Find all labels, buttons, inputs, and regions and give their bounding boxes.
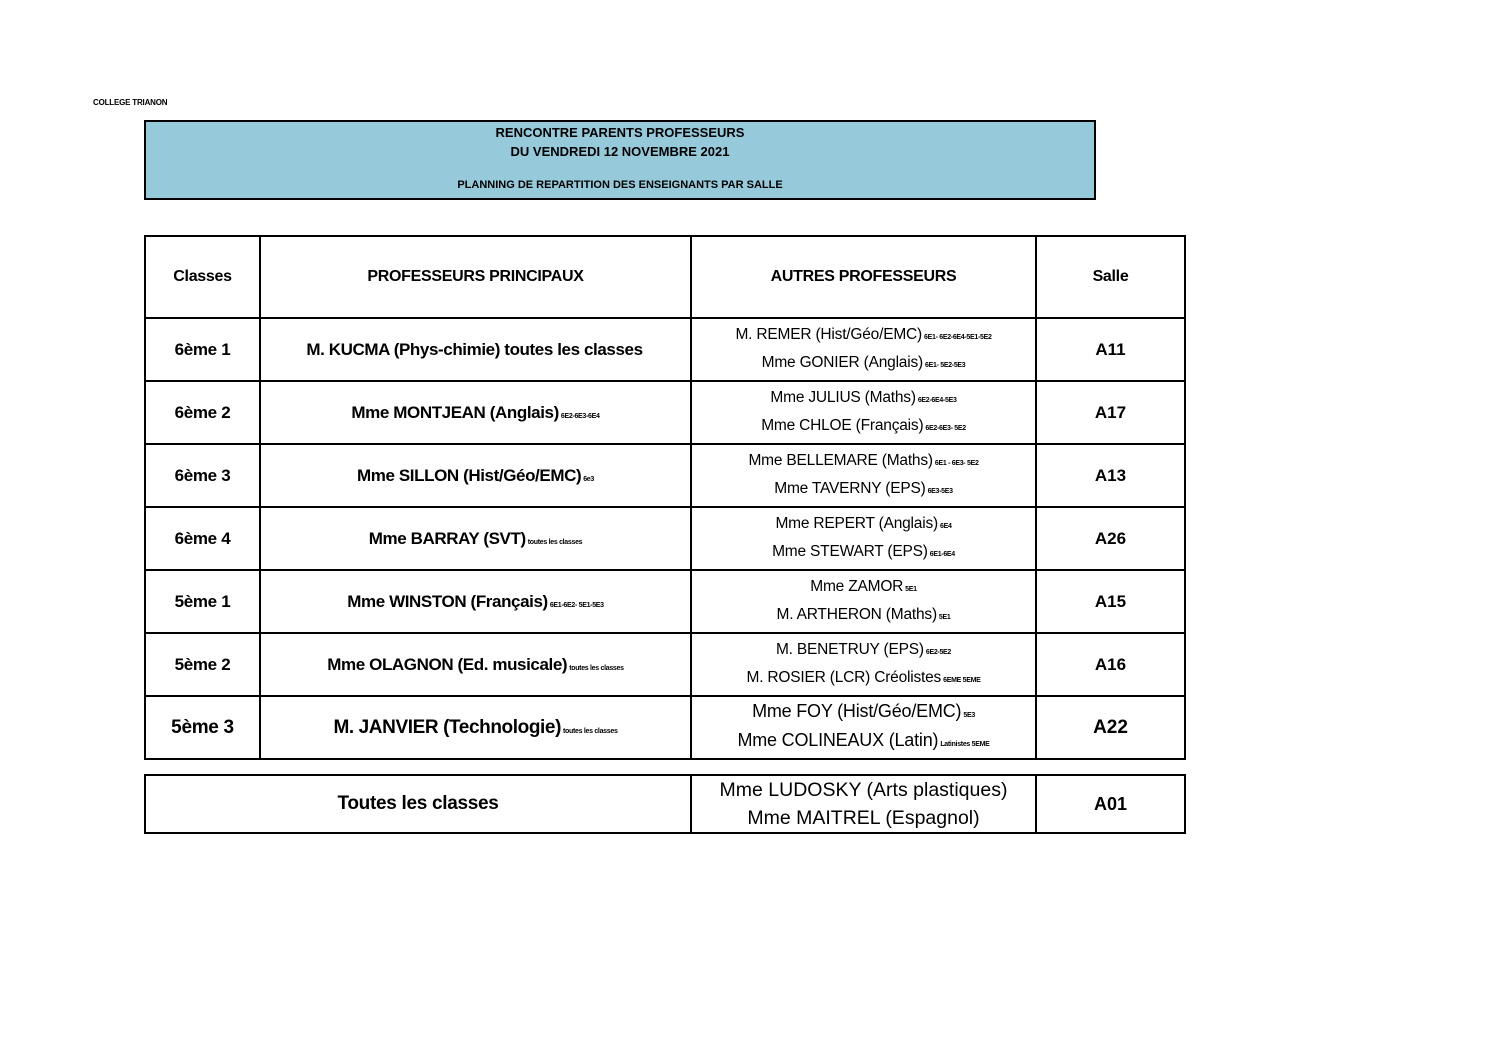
other-teacher-name: Mme BELLEMARE (Maths) (748, 451, 933, 469)
principal-teacher-name: Mme OLAGNON (Ed. musicale) (327, 654, 568, 674)
class-cell: 5ème 1 (145, 570, 260, 633)
other-teacher-name: Mme REPERT (Anglais) (775, 514, 938, 532)
other-teacher-classes: 6E3-5E3 (927, 487, 953, 495)
other-teacher-name: Mme FOY (Hist/Géo/EMC) (752, 700, 962, 721)
room-cell: A22 (1036, 696, 1185, 759)
principal-teacher-cell (260, 570, 691, 633)
other-teacher-line (692, 637, 1035, 665)
principal-teacher-cell (260, 318, 691, 381)
banner-date: DU VENDREDI 12 NOVEMBRE 2021 (510, 144, 730, 159)
room-cell: A13 (1036, 444, 1185, 507)
principal-teacher-classes: toutes les classes (527, 538, 583, 546)
other-teachers-cell (691, 696, 1036, 759)
other-teacher-name: M. ROSIER (LCR) Créolistes (746, 668, 942, 686)
room-cell: A26 (1036, 507, 1185, 570)
other-teacher-classes: 6E1 - 6E3- 5E2 (934, 459, 979, 467)
principal-teacher-classes: 6e3 (583, 475, 594, 483)
principal-teacher-name: Mme SILLON (Hist/Géo/EMC) (356, 465, 582, 485)
other-teacher-classes: 6E1-6E4 (929, 550, 955, 558)
other-teacher-classes: 5E1 (938, 613, 951, 621)
principal-teacher-cell (260, 381, 691, 444)
principal-teacher-name: M. KUCMA (Phys-chimie) toutes les classes (306, 339, 643, 359)
other-teacher-line (692, 539, 1035, 567)
other-teacher-classes: 6EME 5EME (943, 676, 981, 684)
table-row (145, 633, 1185, 696)
other-teacher-name: Mme COLINEAUX (Latin) (737, 729, 939, 750)
other-teacher-name: Mme JULIUS (Maths) (770, 388, 916, 406)
table-header-row (145, 236, 1185, 318)
principal-teacher-classes: toutes les classes (569, 664, 624, 672)
other-teacher-line (692, 574, 1035, 602)
principal-teacher-classes: 6E2-6E3-6E4 (560, 412, 600, 420)
header-salle: Salle (1036, 236, 1185, 318)
other-teacher-line (692, 322, 1035, 350)
other-teacher-classes: Latinistes 5EME (940, 740, 990, 748)
other-teacher-classes: 6E2-5E2 (925, 648, 952, 656)
table-row (145, 570, 1185, 633)
table-row (145, 318, 1185, 381)
principal-teacher-name: Mme WINSTON (Français) (347, 591, 548, 611)
principal-teacher-cell (260, 444, 691, 507)
other-teacher-line (692, 665, 1035, 693)
header-autres: AUTRES PROFESSEURS (691, 236, 1036, 318)
other-teachers-cell (691, 444, 1036, 507)
class-cell: 6ème 3 (145, 444, 260, 507)
school-name: COLLEGE TRIANON (93, 98, 168, 107)
principal-teacher-name: Mme BARRAY (SVT) (368, 528, 526, 548)
other-teacher-line (692, 476, 1035, 504)
other-teacher-classes: 5E1 (905, 585, 917, 593)
table-row (145, 381, 1185, 444)
other-teacher-line (692, 448, 1035, 476)
principal-teacher-classes: toutes les classes (563, 727, 618, 735)
other-teacher-classes: 5E3 (963, 711, 975, 719)
banner-title: RENCONTRE PARENTS PROFESSEURS (495, 125, 745, 140)
other-teacher-name: Mme TAVERNY (EPS) (774, 479, 926, 497)
other-teachers-cell (691, 318, 1036, 381)
other-teacher-name: Mme CHLOE (Français) (761, 416, 924, 434)
other-teachers-cell (691, 381, 1036, 444)
room-cell: A16 (1036, 633, 1185, 696)
other-teacher-name: M. BENETRUY (EPS) (775, 640, 924, 658)
other-teacher-name: Mme GONIER (Anglais) (761, 353, 923, 371)
all-classes-label: Toutes les classes (145, 775, 691, 833)
other-teacher-line (692, 385, 1035, 413)
other-teacher-classes: 6E2-6E4-5E3 (917, 396, 957, 404)
other-teacher-name: Mme STEWART (EPS) (772, 542, 928, 560)
room-cell: A17 (1036, 381, 1185, 444)
all-classes-row (145, 775, 1185, 833)
class-cell: 6ème 2 (145, 381, 260, 444)
principal-teacher-cell (260, 633, 691, 696)
principal-teacher-cell (260, 507, 691, 570)
room-cell: A15 (1036, 570, 1185, 633)
header-principaux: PROFESSEURS PRINCIPAUX (260, 236, 691, 318)
other-teacher-classes: 6E1- 5E2-5E3 (925, 361, 966, 369)
table-row (145, 696, 1185, 759)
room-cell: A11 (1036, 318, 1185, 381)
all-classes-table (144, 774, 1186, 834)
other-teacher-classes: 6E1- 6E2-6E4-5E1-5E2 (924, 333, 992, 341)
other-teacher-line (692, 699, 1035, 728)
banner-subtitle: PLANNING DE REPARTITION DES ENSEIGNANTS PAR SALLE (457, 179, 783, 191)
other-teacher-line (692, 728, 1035, 757)
principal-teacher-name: M. JANVIER (Technologie) (333, 716, 562, 738)
class-cell: 6ème 1 (145, 318, 260, 381)
header-classes: Classes (145, 236, 260, 318)
other-teacher-name: M. REMER (Hist/Géo/EMC) (735, 325, 923, 343)
all-classes-salle: A01 (1036, 775, 1185, 833)
other-teacher-line (692, 602, 1035, 630)
other-teacher-line (692, 350, 1035, 378)
class-cell: 6ème 4 (145, 507, 260, 570)
table-row (145, 507, 1185, 570)
class-cell: 5ème 2 (145, 633, 260, 696)
table-row (145, 444, 1185, 507)
other-teacher-classes: 6E4 (939, 522, 952, 530)
teacher-line: Mme MAITREL (Espagnol) (747, 807, 980, 829)
principal-teacher-classes: 6E1-6E2- 5E1-5E3 (549, 601, 604, 609)
teacher-line: Mme LUDOSKY (Arts plastiques) (719, 779, 1008, 801)
other-teacher-name: Mme ZAMOR (810, 577, 904, 595)
other-teachers-cell (691, 507, 1036, 570)
other-teachers-cell (691, 633, 1036, 696)
principal-teacher-cell (260, 696, 691, 759)
table-body (145, 318, 1185, 759)
other-teacher-name: M. ARTHERON (Maths) (776, 605, 937, 623)
principal-teacher-name: Mme MONTJEAN (Anglais) (351, 402, 559, 422)
other-teacher-line (692, 413, 1035, 441)
all-classes-teachers (691, 775, 1036, 833)
title-banner (144, 120, 1096, 200)
other-teacher-line (692, 511, 1035, 539)
class-cell: 5ème 3 (145, 696, 260, 759)
other-teachers-cell (691, 570, 1036, 633)
other-teacher-classes: 6E2-6E3- 5E2 (925, 424, 966, 432)
schedule-table (144, 235, 1186, 760)
